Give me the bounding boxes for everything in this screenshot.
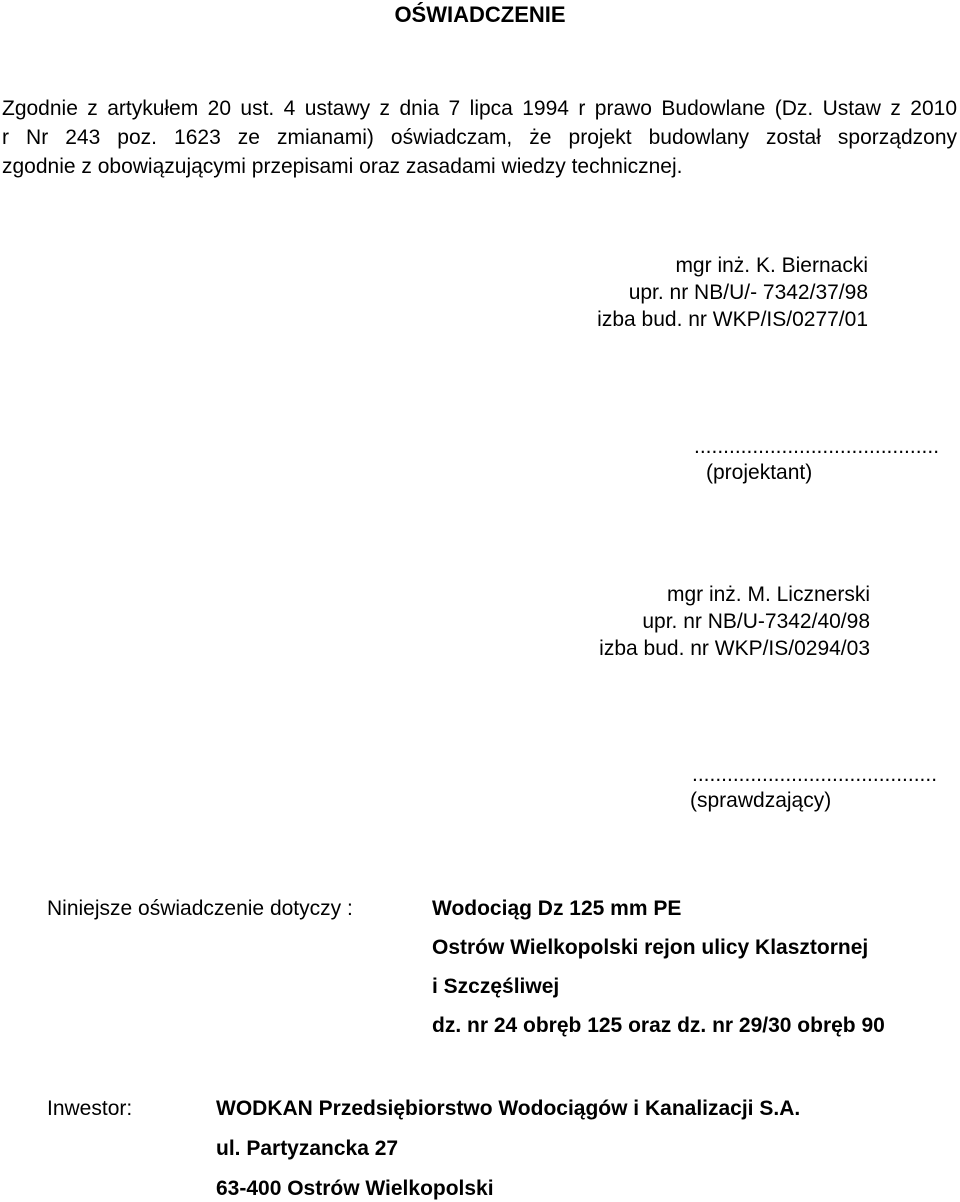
checker-role: (sprawdzający) [690, 789, 832, 812]
statement-line-3: zgodnie z obowiązującymi przepisami oraz zasadami wiedzy technicznej. [2, 155, 683, 178]
investor-street: ul. Partyzancka 27 [216, 1137, 399, 1160]
designer-role: (projektant) [706, 461, 813, 484]
designer-license: upr. nr NB/U/- 7342/37/98 [628, 281, 868, 304]
subject-label: Niniejsze oświadczenie dotyczy : [47, 897, 353, 920]
designer-signature-line: .......................................... [694, 435, 940, 458]
investor-label: Inwestor: [47, 1097, 133, 1120]
checker-chamber: izba bud. nr WKP/IS/0294/03 [599, 637, 870, 660]
checker-license: upr. nr NB/U-7342/40/98 [642, 610, 870, 633]
investor-name: WODKAN Przedsiębiorstwo Wodociągów i Kanalizacji S.A. [216, 1097, 801, 1120]
statement-line-2: r Nr 243 poz. 1623 ze zmianami) oświadczam, że projekt budowlany został sporządzony [2, 126, 957, 149]
checker-signature-line: .......................................... [692, 763, 938, 786]
subject-location-cont: i Szczęśliwej [432, 975, 560, 998]
subject-parcels: dz. nr 24 obręb 125 oraz dz. nr 29/30 obręb 90 [432, 1014, 885, 1037]
investor-city: 63-400 Ostrów Wielkopolski [216, 1177, 494, 1200]
designer-credentials [597, 252, 868, 333]
subject-project-name: Wodociąg Dz 125 mm PE [432, 897, 682, 920]
document-title: OŚWIADCZENIE [394, 2, 566, 27]
designer-chamber: izba bud. nr WKP/IS/0277/01 [597, 308, 868, 331]
statement-line-1: Zgodnie z artykułem 20 ust. 4 ustawy z dnia 7 lipca 1994 r prawo Budowlane (Dz. Ustaw z 2010 [2, 97, 957, 120]
statement-paragraph [2, 94, 957, 181]
checker-credentials [599, 581, 870, 662]
subject-location: Ostrów Wielkopolski rejon ulicy Klasztornej [432, 936, 869, 959]
designer-name: mgr inż. K. Biernacki [675, 254, 868, 277]
checker-name: mgr inż. M. Licznerski [666, 583, 870, 606]
